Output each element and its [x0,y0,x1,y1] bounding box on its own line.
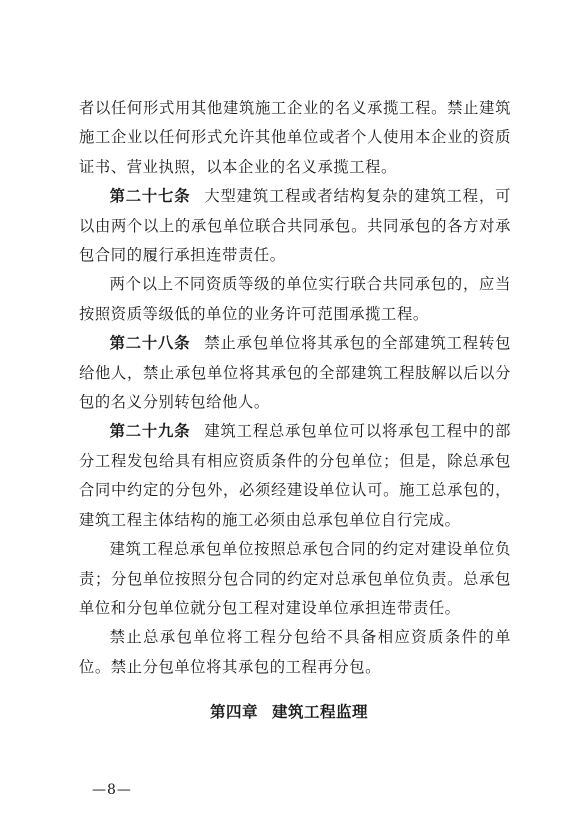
article-27-paragraph-2 [79,270,511,329]
article-29 [79,417,511,535]
article-number: 第二十八条 [109,334,191,353]
article-28 [79,329,511,417]
paragraph-text: 建筑工程总承包单位按照总承包合同的约定对建设单位负责；分包单位按照分包合同的约定对总承包单位负责。总承包单位和分包单位就分包工程对建设单位承担连带责任。 [79,540,511,617]
article-number: 第二十七条 [109,187,191,206]
paragraph-text: 禁止总承包单位将工程分包给不具备相应资质条件的单位。禁止分包单位将其承包的工程再分包。 [79,628,511,676]
chapter-title: 建筑工程监理 [272,703,369,721]
page-number: —8— [92,782,132,798]
paragraph-text: 禁止承包单位将其承包的全部建筑工程转包给他人，禁止承包单位将其承包的全部建筑工程肢解以后以分包的名义分别转包给他人。 [79,334,511,412]
document-body [79,94,511,682]
paragraph-text: 建筑工程总承包单位可以将承包工程中的部分工程发包给具有相应资质条件的分包单位；但是，除总承包合同中约定的分包外，必须经建设单位认可。施工总承包的，建筑工程主体结构的施工必须由总承包单位自行完成。 [79,422,511,529]
article-29-paragraph-3 [79,623,511,682]
paragraph-text: 两个以上不同资质等级的单位实行联合共同承包的，应当按照资质等级低的单位的业务许可范围承揽工程。 [79,275,511,323]
paragraph-text: 者以任何形式用其他建筑施工企业的名义承揽工程。禁止建筑施工企业以任何形式允许其他单位或者个人使用本企业的资质证书、营业执照，以本企业的名义承揽工程。 [79,99,511,176]
chapter-number: 第四章 [209,703,258,721]
paragraph-continuation [79,94,511,182]
article-number: 第二十九条 [109,422,191,441]
paragraph-text: 大型建筑工程或者结构复杂的建筑工程，可以由两个以上的承包单位联合共同承包。共同承包的各方对承包合同的履行承担连带责任。 [79,187,511,265]
article-27 [79,182,511,270]
article-29-paragraph-2 [79,535,511,623]
chapter-heading [0,700,578,722]
